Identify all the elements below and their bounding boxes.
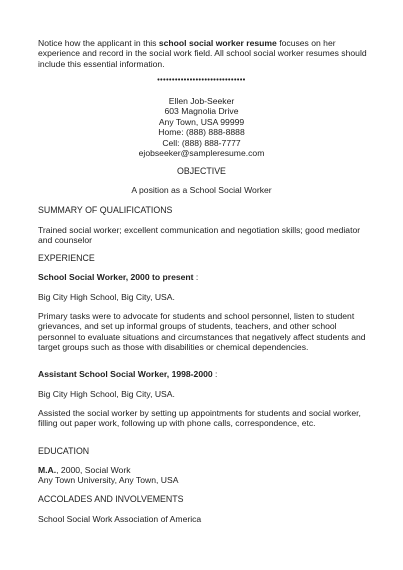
contact-name: Ellen Job-Seeker <box>168 96 235 106</box>
job-2-title: Assistant School Social Worker, 1998-2000 <box>38 369 213 379</box>
experience-heading: EXPERIENCE <box>38 253 95 263</box>
contact-city: Any Town, USA 99999 <box>158 116 245 127</box>
education-degree: M.A. <box>38 465 57 475</box>
education-school: Any Town University, Any Town, USA <box>38 475 179 485</box>
contact-cell-phone: Cell: (888) 888-7777 <box>162 137 241 148</box>
job-1-title: School Social Worker, 2000 to present <box>38 272 194 282</box>
job-1-description: Primary tasks were to advocate for students and school personnel, listen to student grievances, and set up informal groups of students, teachers, and other school personnel to evaluate situations and circumstances that negatively affect students and target groups such as those with disabilities or chemical dependencies. <box>38 311 366 353</box>
accolades-item: School Social Work Association of America <box>38 514 202 524</box>
intro-note: Notice how the applicant in this school social worker resume focuses on her experience and record in the social work field. All school social worker resumes should include this essential information. <box>38 38 367 69</box>
objective-text: A position as a School Social Worker <box>131 185 272 195</box>
summary-text: Trained social worker; excellent communication and negotiation skills; good mediator and counselor <box>38 225 361 246</box>
education-degree-line: M.A., 2000, Social Work <box>38 465 131 475</box>
job-1-employer: Big City High School, Big City, USA. <box>38 292 175 302</box>
job-2-employer: Big City High School, Big City, USA. <box>38 389 175 399</box>
job-2-description: Assisted the social worker by setting up appointments for students and social worker, filling out paper work, following up with phone calls, correspondence, etc. <box>38 408 361 429</box>
education-heading: EDUCATION <box>38 446 90 456</box>
contact-block <box>0 96 403 158</box>
contact-street: 603 Magnolia Drive <box>164 106 239 117</box>
accolades-heading: ACCOLADES AND INVOLVEMENTS <box>38 494 184 504</box>
objective-heading: OBJECTIVE <box>177 166 226 176</box>
summary-heading: SUMMARY OF QUALIFICATIONS <box>38 205 173 215</box>
job-1-title-line: School Social Worker, 2000 to present : <box>38 272 199 282</box>
contact-email: ejobseeker@sampleresume.com <box>138 148 265 159</box>
separator-dots: •••••••••••••••••••••••••••••• <box>157 77 246 84</box>
job-2-title-line: Assistant School Social Worker, 1998-2000 : <box>38 369 218 379</box>
contact-home-phone: Home: (888) 888-8888 <box>158 127 245 138</box>
